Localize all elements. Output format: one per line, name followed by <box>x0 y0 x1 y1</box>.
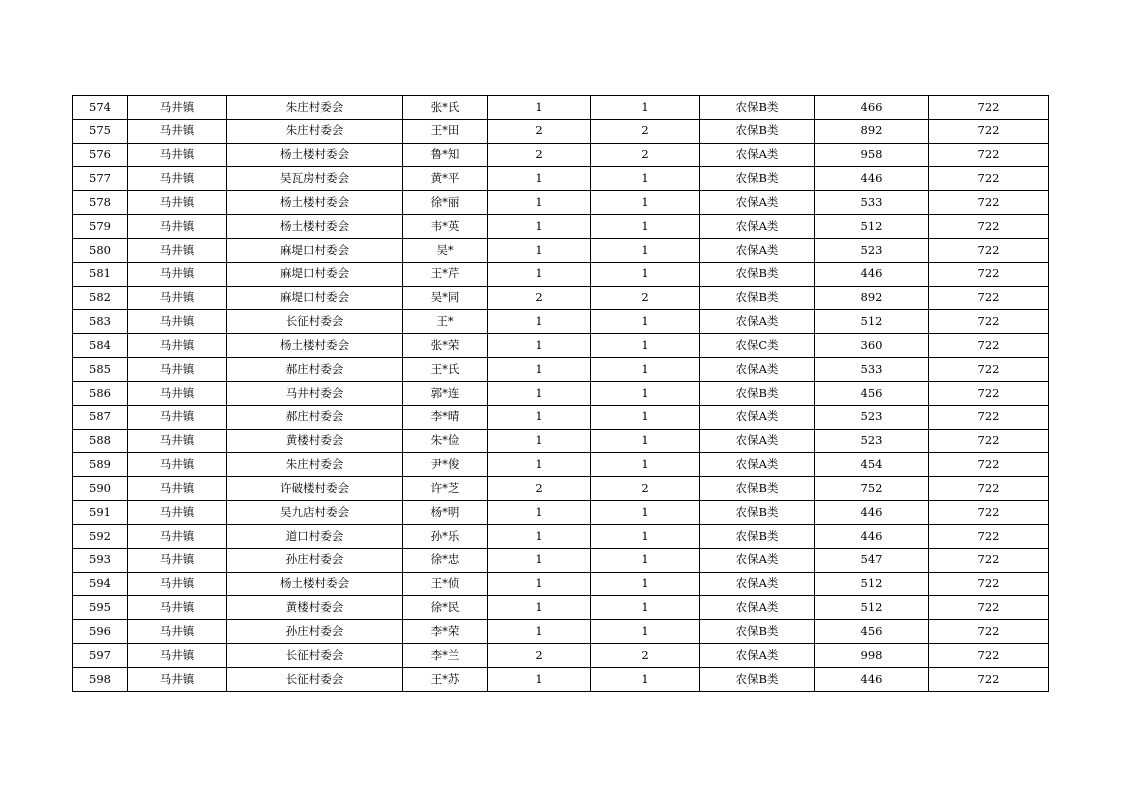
amount-cell: 752 <box>815 477 929 501</box>
name-cell: 李*荣 <box>403 620 488 644</box>
standard-cell: 722 <box>929 191 1049 215</box>
person-count-cell: 2 <box>591 119 700 143</box>
table-row <box>73 167 1049 191</box>
person-count-cell: 1 <box>591 215 700 239</box>
name-cell: 王*氏 <box>403 358 488 382</box>
town-cell: 马井镇 <box>128 644 227 668</box>
insurance-category-cell: 农保A类 <box>700 429 815 453</box>
household-count-cell: 2 <box>488 143 591 167</box>
person-count-cell: 1 <box>591 620 700 644</box>
insurance-category-cell: 农保B类 <box>700 477 815 501</box>
serial-number-cell: 580 <box>73 238 128 262</box>
recipients-table <box>72 95 1049 692</box>
village-committee-cell: 长征村委会 <box>227 644 403 668</box>
amount-cell: 512 <box>815 596 929 620</box>
household-count-cell: 1 <box>488 429 591 453</box>
insurance-category-cell: 农保A类 <box>700 358 815 382</box>
standard-cell: 722 <box>929 215 1049 239</box>
person-count-cell: 1 <box>591 167 700 191</box>
table-row <box>73 96 1049 120</box>
serial-number-cell: 595 <box>73 596 128 620</box>
serial-number-cell: 596 <box>73 620 128 644</box>
person-count-cell: 2 <box>591 477 700 501</box>
amount-cell: 446 <box>815 501 929 525</box>
town-cell: 马井镇 <box>128 96 227 120</box>
amount-cell: 360 <box>815 334 929 358</box>
standard-cell: 722 <box>929 620 1049 644</box>
name-cell: 徐*忠 <box>403 548 488 572</box>
name-cell: 尹*俊 <box>403 453 488 477</box>
table-row <box>73 429 1049 453</box>
town-cell: 马井镇 <box>128 524 227 548</box>
village-committee-cell: 吴九店村委会 <box>227 501 403 525</box>
household-count-cell: 1 <box>488 524 591 548</box>
serial-number-cell: 597 <box>73 644 128 668</box>
person-count-cell: 1 <box>591 572 700 596</box>
insurance-category-cell: 农保A类 <box>700 143 815 167</box>
insurance-category-cell: 农保A类 <box>700 405 815 429</box>
person-count-cell: 1 <box>591 96 700 120</box>
name-cell: 李*晴 <box>403 405 488 429</box>
village-committee-cell: 朱庄村委会 <box>227 453 403 477</box>
household-count-cell: 1 <box>488 215 591 239</box>
insurance-category-cell: 农保A类 <box>700 191 815 215</box>
amount-cell: 523 <box>815 429 929 453</box>
amount-cell: 512 <box>815 572 929 596</box>
table-row <box>73 310 1049 334</box>
amount-cell: 547 <box>815 548 929 572</box>
village-committee-cell: 杨土楼村委会 <box>227 215 403 239</box>
serial-number-cell: 581 <box>73 262 128 286</box>
village-committee-cell: 黄楼村委会 <box>227 429 403 453</box>
town-cell: 马井镇 <box>128 191 227 215</box>
household-count-cell: 2 <box>488 477 591 501</box>
standard-cell: 722 <box>929 167 1049 191</box>
table-row <box>73 453 1049 477</box>
town-cell: 马井镇 <box>128 358 227 382</box>
insurance-category-cell: 农保B类 <box>700 119 815 143</box>
person-count-cell: 1 <box>591 238 700 262</box>
village-committee-cell: 长征村委会 <box>227 667 403 691</box>
town-cell: 马井镇 <box>128 310 227 334</box>
table-row <box>73 381 1049 405</box>
person-count-cell: 1 <box>591 667 700 691</box>
amount-cell: 446 <box>815 667 929 691</box>
insurance-category-cell: 农保A类 <box>700 310 815 334</box>
village-committee-cell: 郝庄村委会 <box>227 405 403 429</box>
town-cell: 马井镇 <box>128 238 227 262</box>
insurance-category-cell: 农保A类 <box>700 238 815 262</box>
serial-number-cell: 587 <box>73 405 128 429</box>
village-committee-cell: 杨土楼村委会 <box>227 191 403 215</box>
amount-cell: 466 <box>815 96 929 120</box>
standard-cell: 722 <box>929 405 1049 429</box>
household-count-cell: 1 <box>488 596 591 620</box>
serial-number-cell: 583 <box>73 310 128 334</box>
standard-cell: 722 <box>929 381 1049 405</box>
village-committee-cell: 郝庄村委会 <box>227 358 403 382</box>
table-row <box>73 238 1049 262</box>
person-count-cell: 2 <box>591 286 700 310</box>
amount-cell: 533 <box>815 191 929 215</box>
insurance-category-cell: 农保A类 <box>700 453 815 477</box>
amount-cell: 512 <box>815 215 929 239</box>
village-committee-cell: 杨土楼村委会 <box>227 572 403 596</box>
household-count-cell: 1 <box>488 238 591 262</box>
household-count-cell: 1 <box>488 191 591 215</box>
insurance-category-cell: 农保A类 <box>700 596 815 620</box>
town-cell: 马井镇 <box>128 262 227 286</box>
standard-cell: 722 <box>929 429 1049 453</box>
village-committee-cell: 朱庄村委会 <box>227 96 403 120</box>
household-count-cell: 1 <box>488 262 591 286</box>
person-count-cell: 1 <box>591 429 700 453</box>
table-row <box>73 334 1049 358</box>
person-count-cell: 1 <box>591 453 700 477</box>
serial-number-cell: 588 <box>73 429 128 453</box>
table-row <box>73 405 1049 429</box>
town-cell: 马井镇 <box>128 215 227 239</box>
standard-cell: 722 <box>929 310 1049 334</box>
standard-cell: 722 <box>929 96 1049 120</box>
town-cell: 马井镇 <box>128 501 227 525</box>
town-cell: 马井镇 <box>128 405 227 429</box>
serial-number-cell: 590 <box>73 477 128 501</box>
village-committee-cell: 麻堤口村委会 <box>227 262 403 286</box>
town-cell: 马井镇 <box>128 381 227 405</box>
insurance-category-cell: 农保A类 <box>700 215 815 239</box>
village-committee-cell: 马井村委会 <box>227 381 403 405</box>
town-cell: 马井镇 <box>128 334 227 358</box>
name-cell: 王*芹 <box>403 262 488 286</box>
insurance-category-cell: 农保B类 <box>700 262 815 286</box>
amount-cell: 446 <box>815 167 929 191</box>
village-committee-cell: 孙庄村委会 <box>227 620 403 644</box>
table-row <box>73 215 1049 239</box>
serial-number-cell: 594 <box>73 572 128 596</box>
name-cell: 张*荣 <box>403 334 488 358</box>
amount-cell: 512 <box>815 310 929 334</box>
amount-cell: 892 <box>815 286 929 310</box>
standard-cell: 722 <box>929 667 1049 691</box>
name-cell: 韦*英 <box>403 215 488 239</box>
table-row <box>73 667 1049 691</box>
household-count-cell: 1 <box>488 620 591 644</box>
person-count-cell: 1 <box>591 381 700 405</box>
village-committee-cell: 黄楼村委会 <box>227 596 403 620</box>
table-row <box>73 143 1049 167</box>
table-row <box>73 524 1049 548</box>
serial-number-cell: 586 <box>73 381 128 405</box>
town-cell: 马井镇 <box>128 667 227 691</box>
standard-cell: 722 <box>929 262 1049 286</box>
table-row <box>73 572 1049 596</box>
standard-cell: 722 <box>929 119 1049 143</box>
standard-cell: 722 <box>929 644 1049 668</box>
standard-cell: 722 <box>929 501 1049 525</box>
standard-cell: 722 <box>929 524 1049 548</box>
amount-cell: 454 <box>815 453 929 477</box>
town-cell: 马井镇 <box>128 167 227 191</box>
town-cell: 马井镇 <box>128 453 227 477</box>
serial-number-cell: 574 <box>73 96 128 120</box>
town-cell: 马井镇 <box>128 548 227 572</box>
name-cell: 许*芝 <box>403 477 488 501</box>
person-count-cell: 2 <box>591 143 700 167</box>
serial-number-cell: 598 <box>73 667 128 691</box>
village-committee-cell: 孙庄村委会 <box>227 548 403 572</box>
person-count-cell: 1 <box>591 596 700 620</box>
name-cell: 孙*乐 <box>403 524 488 548</box>
name-cell: 王*苏 <box>403 667 488 691</box>
amount-cell: 456 <box>815 620 929 644</box>
insurance-category-cell: 农保A类 <box>700 572 815 596</box>
insurance-category-cell: 农保B类 <box>700 167 815 191</box>
name-cell: 杨*明 <box>403 501 488 525</box>
amount-cell: 456 <box>815 381 929 405</box>
standard-cell: 722 <box>929 334 1049 358</box>
table-row <box>73 477 1049 501</box>
village-committee-cell: 麻堤口村委会 <box>227 286 403 310</box>
table-row <box>73 644 1049 668</box>
serial-number-cell: 579 <box>73 215 128 239</box>
town-cell: 马井镇 <box>128 119 227 143</box>
name-cell: 王*田 <box>403 119 488 143</box>
name-cell: 张*氏 <box>403 96 488 120</box>
household-count-cell: 1 <box>488 667 591 691</box>
village-committee-cell: 长征村委会 <box>227 310 403 334</box>
person-count-cell: 1 <box>591 191 700 215</box>
serial-number-cell: 584 <box>73 334 128 358</box>
person-count-cell: 1 <box>591 334 700 358</box>
household-count-cell: 1 <box>488 572 591 596</box>
person-count-cell: 1 <box>591 548 700 572</box>
household-count-cell: 1 <box>488 96 591 120</box>
town-cell: 马井镇 <box>128 429 227 453</box>
household-count-cell: 1 <box>488 358 591 382</box>
person-count-cell: 1 <box>591 262 700 286</box>
name-cell: 鲁*知 <box>403 143 488 167</box>
person-count-cell: 2 <box>591 644 700 668</box>
table-row <box>73 501 1049 525</box>
town-cell: 马井镇 <box>128 477 227 501</box>
household-count-cell: 2 <box>488 644 591 668</box>
village-committee-cell: 许破楼村委会 <box>227 477 403 501</box>
town-cell: 马井镇 <box>128 572 227 596</box>
insurance-category-cell: 农保B类 <box>700 286 815 310</box>
amount-cell: 533 <box>815 358 929 382</box>
town-cell: 马井镇 <box>128 596 227 620</box>
household-count-cell: 1 <box>488 310 591 334</box>
household-count-cell: 1 <box>488 381 591 405</box>
serial-number-cell: 591 <box>73 501 128 525</box>
serial-number-cell: 575 <box>73 119 128 143</box>
person-count-cell: 1 <box>591 501 700 525</box>
person-count-cell: 1 <box>591 358 700 382</box>
table-row <box>73 119 1049 143</box>
name-cell: 王*侦 <box>403 572 488 596</box>
person-count-cell: 1 <box>591 524 700 548</box>
insurance-category-cell: 农保A类 <box>700 644 815 668</box>
table-row <box>73 358 1049 382</box>
village-committee-cell: 麻堤口村委会 <box>227 238 403 262</box>
household-count-cell: 1 <box>488 167 591 191</box>
village-committee-cell: 杨土楼村委会 <box>227 143 403 167</box>
insurance-category-cell: 农保B类 <box>700 381 815 405</box>
household-count-cell: 1 <box>488 501 591 525</box>
insurance-category-cell: 农保C类 <box>700 334 815 358</box>
insurance-category-cell: 农保B类 <box>700 96 815 120</box>
household-count-cell: 2 <box>488 119 591 143</box>
table-row <box>73 548 1049 572</box>
household-count-cell: 1 <box>488 453 591 477</box>
serial-number-cell: 582 <box>73 286 128 310</box>
amount-cell: 523 <box>815 405 929 429</box>
amount-cell: 446 <box>815 524 929 548</box>
standard-cell: 722 <box>929 286 1049 310</box>
insurance-category-cell: 农保A类 <box>700 548 815 572</box>
table-row <box>73 191 1049 215</box>
serial-number-cell: 593 <box>73 548 128 572</box>
name-cell: 吴*同 <box>403 286 488 310</box>
standard-cell: 722 <box>929 143 1049 167</box>
village-committee-cell: 朱庄村委会 <box>227 119 403 143</box>
table-row <box>73 596 1049 620</box>
table-body <box>73 96 1049 692</box>
amount-cell: 446 <box>815 262 929 286</box>
table-row <box>73 620 1049 644</box>
village-committee-cell: 道口村委会 <box>227 524 403 548</box>
insurance-category-cell: 农保B类 <box>700 524 815 548</box>
village-committee-cell: 杨土楼村委会 <box>227 334 403 358</box>
standard-cell: 722 <box>929 572 1049 596</box>
table-row <box>73 286 1049 310</box>
name-cell: 黄*平 <box>403 167 488 191</box>
amount-cell: 523 <box>815 238 929 262</box>
name-cell: 李*兰 <box>403 644 488 668</box>
serial-number-cell: 585 <box>73 358 128 382</box>
serial-number-cell: 577 <box>73 167 128 191</box>
standard-cell: 722 <box>929 358 1049 382</box>
town-cell: 马井镇 <box>128 143 227 167</box>
household-count-cell: 1 <box>488 334 591 358</box>
name-cell: 吴* <box>403 238 488 262</box>
person-count-cell: 1 <box>591 405 700 429</box>
name-cell: 徐*丽 <box>403 191 488 215</box>
standard-cell: 722 <box>929 238 1049 262</box>
standard-cell: 722 <box>929 548 1049 572</box>
household-count-cell: 2 <box>488 286 591 310</box>
serial-number-cell: 592 <box>73 524 128 548</box>
standard-cell: 722 <box>929 453 1049 477</box>
town-cell: 马井镇 <box>128 286 227 310</box>
name-cell: 徐*民 <box>403 596 488 620</box>
amount-cell: 998 <box>815 644 929 668</box>
standard-cell: 722 <box>929 596 1049 620</box>
serial-number-cell: 578 <box>73 191 128 215</box>
insurance-category-cell: 农保B类 <box>700 667 815 691</box>
standard-cell: 722 <box>929 477 1049 501</box>
insurance-category-cell: 农保B类 <box>700 620 815 644</box>
amount-cell: 892 <box>815 119 929 143</box>
name-cell: 王* <box>403 310 488 334</box>
name-cell: 郭*连 <box>403 381 488 405</box>
table-row <box>73 262 1049 286</box>
insurance-category-cell: 农保B类 <box>700 501 815 525</box>
amount-cell: 958 <box>815 143 929 167</box>
serial-number-cell: 576 <box>73 143 128 167</box>
household-count-cell: 1 <box>488 548 591 572</box>
household-count-cell: 1 <box>488 405 591 429</box>
serial-number-cell: 589 <box>73 453 128 477</box>
village-committee-cell: 吴瓦房村委会 <box>227 167 403 191</box>
person-count-cell: 1 <box>591 310 700 334</box>
name-cell: 朱*俭 <box>403 429 488 453</box>
town-cell: 马井镇 <box>128 620 227 644</box>
